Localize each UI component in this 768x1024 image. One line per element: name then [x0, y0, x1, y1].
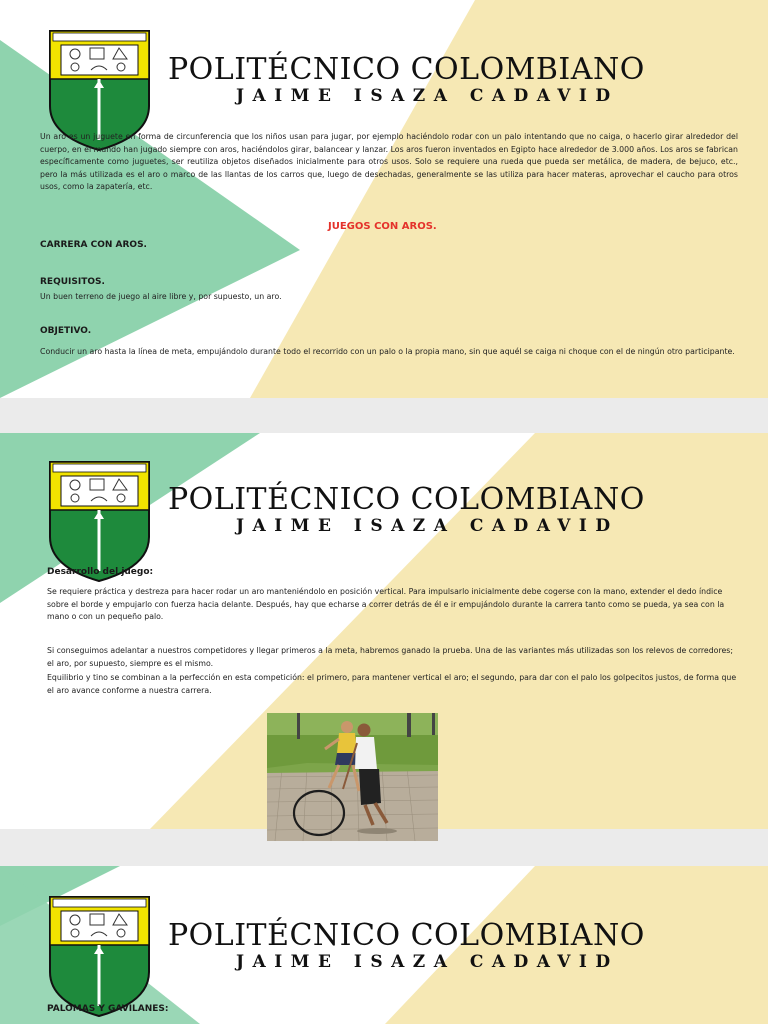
section-title: JUEGOS CON AROS. — [328, 221, 437, 232]
development-paragraph-2: Si conseguimos adelantar a nuestros competidores y llegar primeros a la meta, habremos ganado la prueba. Una de las variantes más utilizadas son los relevos de corredores; el aro, por supuesto, siempre es el mismo. — [47, 646, 733, 668]
institution-title: POLITÉCNICO COLOMBIANO — [168, 482, 645, 517]
children-hoop-photo — [267, 713, 438, 841]
politecnico-shield-logo — [47, 894, 152, 1018]
slide-1 — [0, 0, 768, 398]
development-title: Desarrollo del juego: — [47, 567, 154, 577]
requirements-title: REQUISITOS. — [40, 277, 105, 287]
institution-subtitle: JAIME ISAZA CADAVID — [236, 952, 619, 972]
intro-paragraph: Un aro es un juguete en forma de circunferencia que los niños usan para jugar, por ejemplo haciéndolo rodar con un palo intentando que no caiga, o hacerlo girar alrededor del cuerpo, en el mundo han jugado siempre con aros, haciéndolos girar, balancear y lanzar. Los aros fueron inventados en Egipto hace alrededor de 3.000 años. Los aros se fabrican específicamente como juguetes, ser reutiliza objetos diseñados inicialmente para otros usos. Solo se requiere una rueda que pueda ser metálica, de madera, de bejuco, etc., pero la más utilizada es el aro o marco de las llantas de los carros que, luego de desechadas, generalmente se las utiliza para hacer materas, aprovechar el caucho para otros usos, como la zapatería, etc. — [40, 132, 738, 191]
slide-3 — [0, 866, 768, 1024]
objective-title: OBJETIVO. — [40, 326, 92, 336]
game-title: CARRERA CON AROS. — [40, 240, 147, 250]
development-paragraph-3: Equilibrio y tino se combinan a la perfección en esta competición: el primero, para mantener vertical el aro; el segundo, para dar con el palo los golpecitos justos, de forma que el aro avance conforme a nuestra carrera. — [47, 673, 737, 695]
institution-subtitle: JAIME ISAZA CADAVID — [236, 516, 619, 536]
requirements-text: Un buen terreno de juego al aire libre y, por supuesto, un aro. — [40, 292, 282, 301]
politecnico-shield-logo — [47, 459, 152, 583]
institution-title: POLITÉCNICO COLOMBIANO — [168, 918, 645, 953]
game-title: PALOMAS Y GAVILANES: — [47, 1004, 169, 1014]
development-paragraph-1: Se requiere práctica y destreza para hacer rodar un aro manteniéndolo en posición vertical. Para impulsarlo inicialmente debe cogerse con la mano, extender el dedo índice sobre el borde y empujarlo con fuerza hacia delante. Después, hay que echarse a correr detrás de él e ir empujándolo durante la carrera tanto como se pueda, ya sea con la mano o con un pequeño palo. — [47, 587, 725, 621]
institution-subtitle: JAIME ISAZA CADAVID — [236, 86, 619, 106]
institution-title: POLITÉCNICO COLOMBIANO — [168, 52, 645, 87]
objective-text: Conducir un aro hasta la línea de meta, empujándolo durante todo el recorrido con un palo o la propia mano, sin que aquél se caiga ni choque con el de ningún otro participante. — [40, 347, 735, 356]
